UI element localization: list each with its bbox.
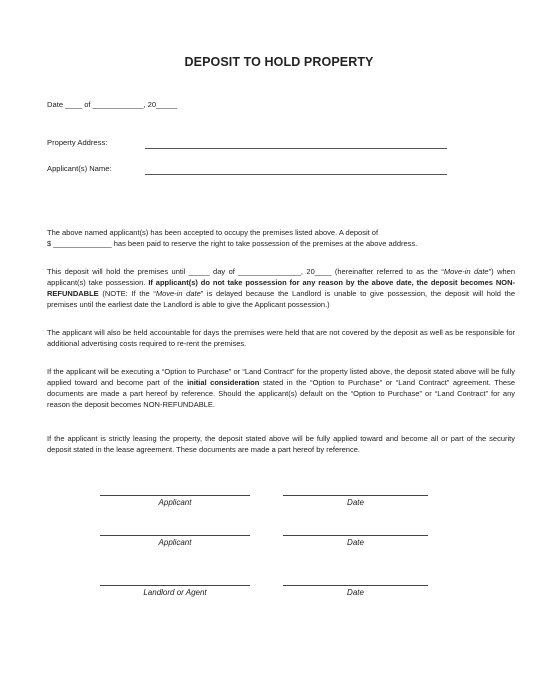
applicant-2-signature-label: Applicant — [158, 538, 192, 547]
applicant-name-label: Applicant(s) Name: — [47, 164, 112, 173]
property-address-label: Property Address: — [47, 138, 108, 147]
date-year-blank[interactable]: 20_____ — [147, 100, 178, 109]
property-address-field[interactable] — [145, 148, 447, 149]
hold-terms-note-start: (NOTE: If the “ — [98, 289, 156, 298]
landlord-signature-line[interactable] — [100, 585, 250, 586]
hold-terms-text-2: when applicant(s) take possession. — [47, 267, 516, 287]
paragraph-hold-terms — [47, 266, 515, 310]
hold-terms-text-1: This deposit will hold the premises until _____ day of _______________, 20____ (hereinafter referred to as the “ — [47, 267, 444, 276]
landlord-date-label: Date — [347, 588, 364, 597]
applicant-1-signature-label: Applicant — [158, 498, 192, 507]
applicant-1-date-label: Date — [347, 498, 364, 507]
applicant-2-date-line[interactable] — [283, 535, 428, 536]
applicant-1-date-line[interactable] — [283, 495, 428, 496]
acceptance-line-1: The above named applicant(s) has been accepted to occupy the premises listed above. A deposit of — [47, 228, 379, 237]
date-label: Date — [47, 100, 64, 109]
paragraph-leasing: If the applicant is strictly leasing the property, the deposit stated above will be fully applied toward and become all or part of the security deposit stated in the lease agreement. These documents are made a part hereof by reference. — [47, 434, 515, 454]
date-day-blank[interactable]: ____ — [65, 100, 83, 109]
move-in-date-term: Move-in date — [443, 267, 489, 276]
non-refundable-warning: deposit becomes NON-REFUNDABLE — [47, 278, 516, 298]
applicant-1-signature-line[interactable] — [100, 495, 250, 496]
option-text-2: stated in the “Option to Purchase” or “Land Contract” agreement. These documents are made a part hereof by reference. Should the applicant(s) default on the “Option to Purchase” or “Land Contract” for any reason the deposit becomes NON-REFUNDABLE. — [47, 378, 515, 409]
paragraph-accountability: The applicant will also be held accountable for days the premises were held that are not covered by the deposit as well as be responsible for additional advertising costs required to re-rent the premises. — [47, 328, 515, 348]
paragraph-acceptance — [47, 227, 515, 249]
document-title: DEPOSIT TO HOLD PROPERTY — [184, 55, 374, 69]
applicant-2-date-label: Date — [347, 538, 364, 547]
hold-terms-warning: If applicant(s) do not take possession for any reason by the above date, the — [148, 278, 428, 287]
landlord-date-line[interactable] — [283, 585, 428, 586]
applicant-name-field[interactable] — [145, 174, 447, 175]
acceptance-line-2: $ ______________ has been paid to reserve the right to take possession of the premises at the above address. — [47, 239, 418, 248]
option-text-1: If the applicant will be executing a “Option to Purchase” or “Land Contract” for the property listed above, the deposit stated above will be fully applied toward and become part of the — [47, 367, 515, 387]
move-in-date-term-2: Move-in date — [155, 289, 201, 298]
initial-consideration-term: initial consideration — [187, 378, 260, 387]
date-line — [47, 100, 177, 109]
hold-terms-text-1-end: ”) — [488, 267, 494, 276]
hold-terms-note-end: ” is delayed because the Landlord is unable to give possession, the deposit will hold the premises until the earliest date the Landlord is able to give the Applicant possession.) — [47, 289, 516, 309]
landlord-signature-label: Landlord or Agent — [143, 588, 207, 597]
applicant-2-signature-line[interactable] — [100, 535, 250, 536]
date-of-label: of — [84, 100, 91, 109]
paragraph-option-to-purchase — [47, 366, 515, 410]
date-month-blank[interactable]: ____________, — [92, 100, 146, 109]
